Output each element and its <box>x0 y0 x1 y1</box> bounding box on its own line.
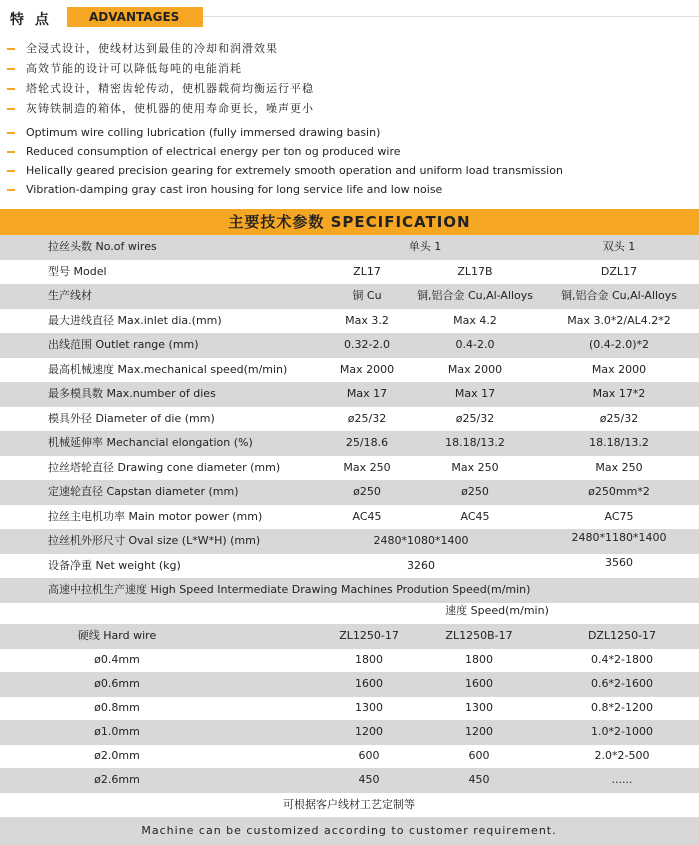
spec-cell: ø250 <box>461 485 489 498</box>
speed-cell: 1200 <box>355 725 383 738</box>
advantage-item-cn: 高效节能的设计可以降低每吨的电能消耗 <box>0 60 699 78</box>
spec-row-cone-diameter <box>0 456 699 481</box>
speed-label: ø0.8mm <box>94 701 140 714</box>
speed-row <box>0 648 699 673</box>
speed-label: ø2.0mm <box>94 749 140 762</box>
spec-cell: 铜,铝合金 Cu,Al-Alloys <box>416 289 534 302</box>
spec-cell: 18.18/13.2 <box>589 436 649 449</box>
advantage-item-en: Vibration-damping gray cast iron housing for long service life and low noise <box>0 181 699 199</box>
spec-label: 拉丝机外形尺寸 Oval size (L*W*H) (mm) <box>48 534 261 547</box>
spec-cell: (0.4-2.0)*2 <box>588 338 650 351</box>
speed-label: ø2.6mm <box>94 773 140 786</box>
speed-row <box>0 720 699 745</box>
speed-cell: 450 <box>358 773 380 786</box>
spec-row-model <box>0 260 699 285</box>
spec-row-capstan <box>0 480 699 505</box>
spec-label: 最高机械速度 Max.mechanical speed(m/min) <box>48 362 288 376</box>
footer-cn-row <box>0 793 699 818</box>
spec-cell: ø250mm*2 <box>588 485 650 498</box>
speed-row <box>0 744 699 769</box>
spec-cell: Max 2000 <box>591 362 647 376</box>
spec-label: 拉丝头数 No.of wires <box>48 240 157 253</box>
speed-subtitle-row <box>0 599 699 624</box>
advantage-item-en: Helically geared precision gearing for extremely smooth operation and uniform load transmission <box>0 162 699 180</box>
spec-cell: Max 4.2 <box>453 313 497 327</box>
spec-row-outlet <box>0 333 699 358</box>
speed-cell: 600 <box>358 749 380 762</box>
speed-cell: 1300 <box>355 701 383 714</box>
speed-cell: 2.0*2-500 <box>594 749 650 762</box>
speed-header-cell: ZL1250-17 <box>339 629 399 642</box>
spec-row-elongation <box>0 431 699 456</box>
spec-cell: ø25/32 <box>455 411 495 425</box>
bullet-dash-icon <box>7 151 15 153</box>
spec-label: 最大进线直径 Max.inlet dia.(mm) <box>48 313 222 327</box>
bullet-dash-icon <box>7 170 15 172</box>
spec-row-die-diameter <box>0 407 699 432</box>
spec-cell: ZL17B <box>457 264 493 278</box>
spec-row-inlet <box>0 309 699 334</box>
footer-en-row <box>0 817 699 845</box>
speed-cell: 1600 <box>465 677 493 690</box>
spec-cell: 2480*1180*1400 <box>571 531 667 544</box>
spec-cell: ø25/32 <box>347 411 387 425</box>
spec-cell: 单头 1 <box>408 240 442 253</box>
speed-subtitle: 速度 Speed(m/min) <box>445 604 549 617</box>
spec-cell: Max 17*2 <box>592 387 646 400</box>
spec-row-material <box>0 284 699 309</box>
spec-label: 拉丝塔轮直径 Drawing cone diameter (mm) <box>48 460 281 474</box>
specification-title: 主要技术参数 SPECIFICATION <box>0 209 699 235</box>
spec-row-dies <box>0 382 699 407</box>
advantage-item-en: Reduced consumption of electrical energy per ton og produced wire <box>0 143 699 161</box>
bullet-dash-icon <box>7 189 15 191</box>
spec-cell: Max 17 <box>454 387 496 400</box>
advantage-item-cn: 灰铸铁制造的箱体，使机器的使用寿命更长，噪声更小 <box>0 100 699 118</box>
bullet-dash-icon <box>7 88 15 90</box>
spec-cell: Max 3.2 <box>345 313 389 327</box>
speed-title: 高速中拉机生产速度 High Speed Intermediate Drawing Machines Prodution Speed(m/min) <box>48 583 531 596</box>
bullet-dash-icon <box>7 132 15 134</box>
spec-cell: 25/18.6 <box>345 436 389 449</box>
speed-header-cell: ZL1250B-17 <box>445 629 513 642</box>
spec-cell: 0.4-2.0 <box>455 338 495 351</box>
speed-header-row <box>0 624 699 649</box>
spec-row-wires <box>0 235 699 260</box>
speed-cell: 450 <box>468 773 490 786</box>
footer-en: Machine can be customized according to customer requirement. <box>141 824 557 837</box>
speed-header-cell: DZL1250-17 <box>587 629 657 642</box>
speed-label: ø0.6mm <box>94 677 140 690</box>
spec-cell: Max 250 <box>595 460 643 474</box>
spec-label: 拉丝主电机功率 Main motor power (mm) <box>48 509 263 523</box>
bullet-dash-icon <box>7 48 15 50</box>
spec-cell: AC45 <box>460 509 490 523</box>
spec-row-speed <box>0 358 699 383</box>
speed-cell: 0.6*2-1600 <box>591 677 653 690</box>
spec-cell: 0.32-2.0 <box>344 338 390 351</box>
spec-cell: ø25/32 <box>599 411 639 425</box>
spec-cell: Max 17 <box>346 387 388 400</box>
speed-cell: ...... <box>611 773 633 786</box>
spec-label: 定速轮直径 Capstan diameter (mm) <box>48 485 239 498</box>
spec-cell: 3260 <box>407 558 435 572</box>
speed-label: ø0.4mm <box>94 653 140 666</box>
speed-cell: 1.0*2-1000 <box>591 725 653 738</box>
footer-cn: 可根据客户线材工艺定制等 <box>283 798 415 811</box>
speed-header-label: 硬线 Hard wire <box>77 629 157 642</box>
speed-label: ø1.0mm <box>94 725 140 738</box>
spec-label: 设备净重 Net weight (kg) <box>48 558 181 572</box>
spec-cell: Max 2000 <box>339 362 395 376</box>
spec-label: 最多模具数 Max.number of dies <box>48 387 216 400</box>
spec-label: 型号 Model <box>48 264 107 278</box>
advantages-header <box>0 0 699 34</box>
advantage-item-cn: 塔轮式设计，精密齿轮传动，使机器载荷均衡运行平稳 <box>0 80 699 98</box>
spec-cell: Max 250 <box>451 460 499 474</box>
spec-label: 模具外径 Diameter of die (mm) <box>48 411 215 425</box>
speed-cell: 1800 <box>355 653 383 666</box>
speed-cell: 1200 <box>465 725 493 738</box>
bullet-dash-icon <box>7 108 15 110</box>
spec-label: 出线范围 Outlet range (mm) <box>48 338 199 351</box>
spec-label: 生产线材 <box>48 289 92 302</box>
spec-cell: Max 3.0*2/AL4.2*2 <box>567 313 671 327</box>
spec-label: 机械延伸率 Mechancial elongation (%) <box>48 436 253 449</box>
spec-cell: ZL17 <box>353 264 381 278</box>
advantages-badge: ADVANTAGES <box>67 7 203 27</box>
advantage-item-en: Optimum wire colling lubrication (fully immersed drawing basin) <box>0 124 699 142</box>
spec-row-weight <box>0 554 699 579</box>
speed-row <box>0 696 699 721</box>
speed-cell: 1300 <box>465 701 493 714</box>
spec-cell: Max 250 <box>343 460 391 474</box>
spec-cell: 铜 Cu <box>352 289 382 302</box>
bullet-dash-icon <box>7 68 15 70</box>
advantage-item-cn: 全浸式设计，使线材达到最佳的冷却和润滑效果 <box>0 40 699 58</box>
speed-cell: 0.8*2-1200 <box>591 701 653 714</box>
spec-cell: AC45 <box>352 509 382 523</box>
speed-row <box>0 768 699 793</box>
speed-row <box>0 672 699 697</box>
speed-cell: 0.4*2-1800 <box>591 653 653 666</box>
header-divider <box>203 16 699 17</box>
spec-cell: ø250 <box>353 485 381 498</box>
spec-cell: Max 2000 <box>447 362 503 376</box>
spec-row-size <box>0 529 699 554</box>
spec-cell: DZL17 <box>600 264 638 278</box>
header-title-cn: 特 点 <box>10 12 52 28</box>
speed-cell: 600 <box>468 749 490 762</box>
speed-cell: 1800 <box>465 653 493 666</box>
spec-cell: 铜,铝合金 Cu,Al-Alloys <box>560 289 678 302</box>
speed-cell: 1600 <box>355 677 383 690</box>
spec-cell: 18.18/13.2 <box>445 436 505 449</box>
spec-cell: 双头 1 <box>602 240 636 253</box>
spec-cell: AC75 <box>604 509 634 523</box>
spec-cell: 3560 <box>605 555 633 569</box>
spec-cell: 2480*1080*1400 <box>373 534 469 547</box>
